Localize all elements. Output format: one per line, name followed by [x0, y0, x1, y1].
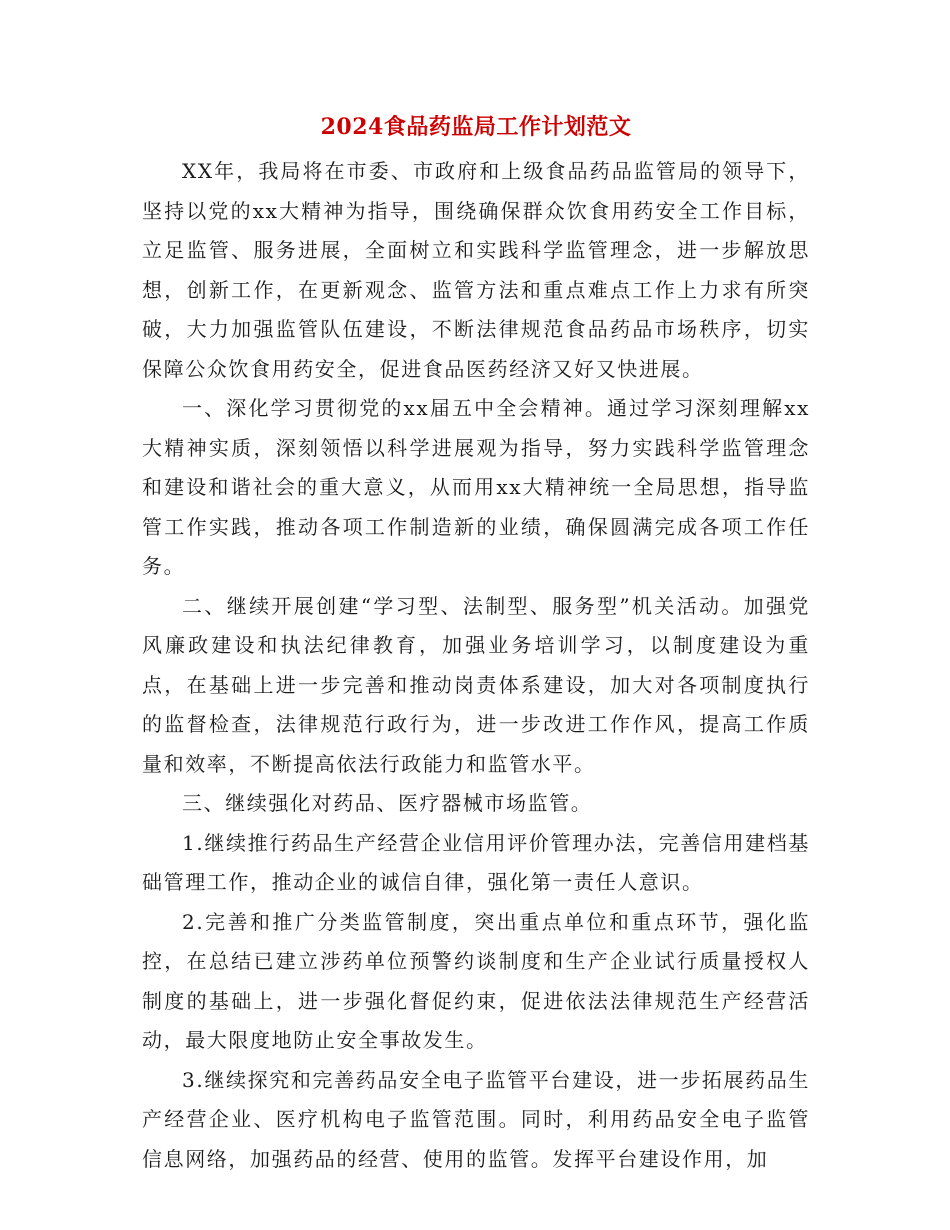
paragraph-section-3-heading: 三、继续强化对药品、医疗器械市场监管。 [182, 791, 593, 815]
paragraph-item-3: 3.继续探究和完善药品安全电子监管平台建设，进一步拓展药品生产经营企业、医疗机构电子监管范围。同时，利用药品安全电子监管信息网络，加强药品的经营、使用的监管。发挥平台建设作用，加 [142, 1067, 810, 1171]
paragraph-section-2: 二、继续开展创建“学习型、法制型、服务型”机关活动。加强党风廉政建设和执法纪律教育，加强业务培训学习，以制度建设为重点，在基础上进一步完善和推动岗责体系建设，加大对各项制度执行的监督检查，法律规范行政行为，进一步改进工作作风，提高工作质量和效率，不断提高依法行政能力和监管水平。 [142, 593, 810, 776]
paragraph-item-2: 2.完善和推广分类监管制度，突出重点单位和重点环节，强化监控，在总结已建立涉药单位预警约谈制度和生产企业试行质量授权人制度的基础上，进一步强化督促约束，促进依法法律规范生产经营活动，最大限度地防止安全事故发生。 [142, 909, 810, 1052]
paragraph-item-1: 1.继续推行药品生产经营企业信用评价管理办法，完善信用建档基础管理工作，推动企业的诚信自律，强化第一责任人意识。 [142, 830, 810, 894]
document-title: 2024食品药监局工作计划范文 [320, 114, 632, 140]
paragraph-intro: XX年，我局将在市委、市政府和上级食品药品监管局的领导下，坚持以党的xx大精神为指导，围绕确保群众饮食用药安全工作目标，立足监管、服务进展，全面树立和实践科学监管理念，进一步解放思想，创新工作，在更新观念、监管方法和重点难点工作上力求有所突破，大力加强监管队伍建设，不断法律规范食品药品市场秩序，切实保障公众饮食用药安全，促进食品医药经济又好又快进展。 [142, 159, 810, 381]
paragraph-section-1: 一、深化学习贯彻党的xx届五中全会精神。通过学习深刻理解xx大精神实质，深刻领悟以科学进展观为指导，努力实践科学监管理念和建设和谐社会的重大意义，从而用xx大精神统一全局思想，指导监管工作实践，推动各项工作制造新的业绩，确保圆满完成各项工作任务。 [142, 396, 810, 578]
